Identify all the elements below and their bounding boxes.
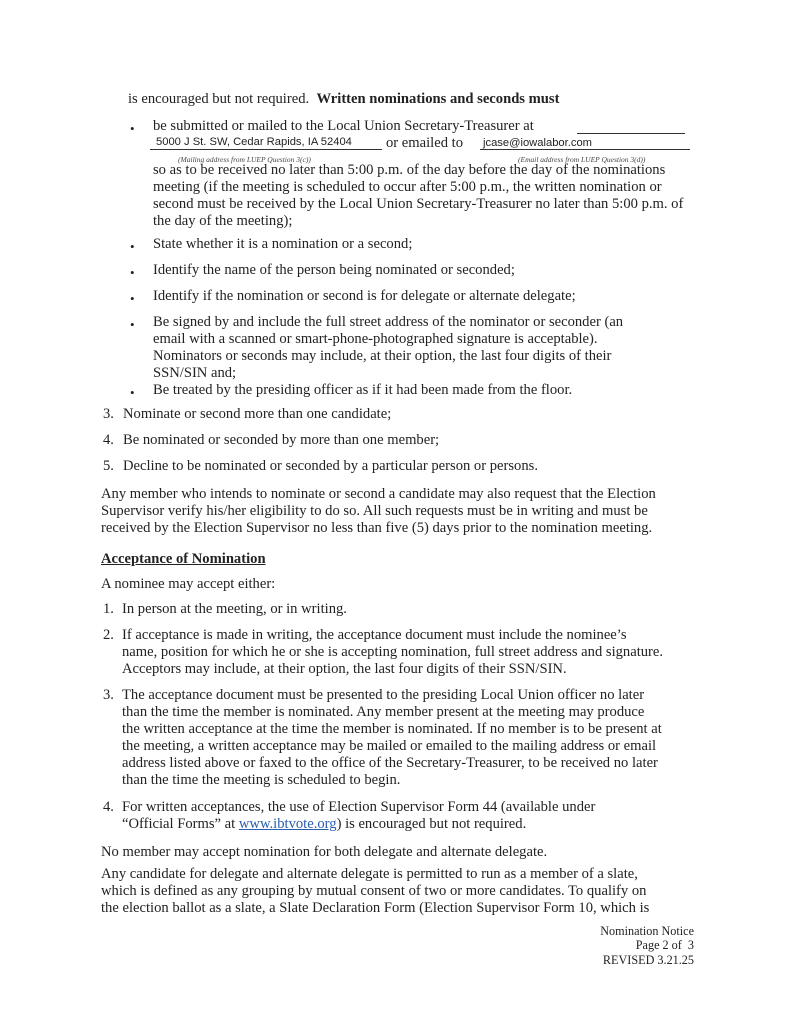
bullet-icon: • [130,317,135,332]
ibtvote-link[interactable]: www.ibtvote.org [238,816,337,832]
submitted-line-1: be submitted or mailed to the Local Union Secretary-Treasurer at [153,118,534,134]
bullet-state: State whether it is a nomination or a second; [153,236,413,252]
bullet-treated: Be treated by the presiding officer as if it had been made from the floor. [153,382,573,398]
acceptance-item-3-line-4: the meeting, a written acceptance may be mailed or emailed to the mailing address or email [122,738,657,754]
email-address-underline [480,149,690,150]
footer-title: Nomination Notice [600,924,694,938]
verify-paragraph-line-3: received by the Election Supervisor no less than five (5) days prior to the nomination meeting. [101,520,653,536]
numbered-item-3: Nominate or second more than one candidate; [123,406,392,422]
submitted-line-2: so as to be received no later than 5:00 p.m. of the day before the day of the nominations [153,162,666,178]
list-number: 4. [103,432,114,448]
slate-paragraph-line-2: which is defined as any grouping by mutual consent of two or more candidates. To qualify on [101,883,647,899]
numbered-item-4: Be nominated or seconded by more than one member; [123,432,440,448]
bullet-icon: • [130,385,135,400]
submitted-line-3: meeting (if the meeting is scheduled to occur after 5:00 p.m., the written nomination or [153,179,662,195]
bullet-signed-line-4: SSN/SIN and; [153,365,237,381]
acceptance-item-3-line-5: address listed above or faxed to the office of the Secretary-Treasurer, to be received no later [122,755,658,771]
intro-text: is encouraged but not required. [128,91,310,107]
bullet-icon: • [130,265,135,280]
bullet-signed-line-3: Nominators or seconds may include, at their option, the last four digits of their [153,348,612,364]
list-number: 5. [103,458,114,474]
list-number: 1. [103,601,114,617]
slate-paragraph-line-3: the election ballot as a slate, a Slate Declaration Form (Election Supervisor Form 10, which is [101,900,650,916]
acceptance-item-3-line-3: the written acceptance at the time the member is nominated. If no member is to be present at [122,721,662,737]
acceptance-item-4-line-2 [122,816,526,834]
section-heading-acceptance: Acceptance of Nomination [101,551,266,567]
bullet-signed-line-1: Be signed by and include the full street address of the nominator or seconder (an [153,314,624,330]
slate-paragraph-line-1: Any candidate for delegate and alternate delegate is permitted to run as a member of a slate, [101,866,638,882]
bullet-icon: • [130,291,135,306]
acceptance-item-1: In person at the meeting, or in writing. [122,601,347,617]
acceptance-item-2-line-1: If acceptance is made in writing, the acceptance document must include the nominee’s [122,627,627,643]
acceptance-item-3-line-1: The acceptance document must be presented to the presiding Local Union officer no later [122,687,645,703]
bullet-signed-line-2: email with a scanned or smart-phone-photographed signature is acceptable). [153,331,598,347]
list-number: 3. [103,687,114,703]
page-footer [600,924,694,967]
submitted-line-5: the day of the meeting); [153,213,293,229]
acceptance-item-3-line-6: than the time the meeting is scheduled to begin. [122,772,401,788]
mailing-address-underline [150,149,382,150]
submitted-line-4: second must be received by the Local Union Secretary-Treasurer no later than 5:00 p.m. of [153,196,684,212]
mailing-address-field: 5000 J St. SW, Cedar Rapids, IA 52404 [156,136,352,148]
list-number: 4. [103,799,114,815]
footer-page-number: Page 2 of 3 [635,938,694,953]
list-number: 2. [103,627,114,643]
numbered-item-5: Decline to be nominated or seconded by a particular person or persons. [123,458,538,474]
no-member-paragraph: No member may accept nomination for both delegate and alternate delegate. [101,844,548,860]
blank-underline [577,133,685,134]
acceptance-item-2-line-2: name, position for which he or she is accepting nomination, full street address and signature. [122,644,664,660]
email-caption: (Email address from LUEP Question 3(d)) [518,155,646,164]
intro-bold-text: Written nominations and seconds must [316,91,560,107]
verify-paragraph-line-1: Any member who intends to nominate or second a candidate may also request that the Election [101,486,656,502]
email-address-field: jcase@iowalabor.com [483,137,592,149]
official-forms-text: “Official Forms” at [122,816,239,832]
acceptance-item-4-line-1: For written acceptances, the use of Election Supervisor Form 44 (available under [122,799,596,815]
bullet-icon: • [130,239,135,254]
or-emailed-text: or emailed to [386,135,463,151]
intro-line [128,91,559,109]
bullet-identify-name: Identify the name of the person being nominated or seconded; [153,262,515,278]
encouraged-text: ) is encouraged but not required. [336,816,527,832]
list-number: 3. [103,406,114,422]
verify-paragraph-line-2: Supervisor verify his/her eligibility to do so. All such requests must be in writing and must be [101,503,648,519]
footer-revised: REVISED 3.21.25 [602,952,694,967]
acceptance-item-2-line-3: Acceptors may include, at their option, the last four digits of their SSN/SIN. [122,661,567,677]
bullet-identify-type: Identify if the nomination or second is for delegate or alternate delegate; [153,288,576,304]
acceptance-lead: A nominee may accept either: [101,576,276,592]
bullet-icon: • [130,121,135,136]
acceptance-item-3-line-2: than the time the member is nominated. Any member present at the meeting may produce [122,704,645,720]
mailing-caption: (Mailing address from LUEP Question 3(c)) [178,155,311,164]
